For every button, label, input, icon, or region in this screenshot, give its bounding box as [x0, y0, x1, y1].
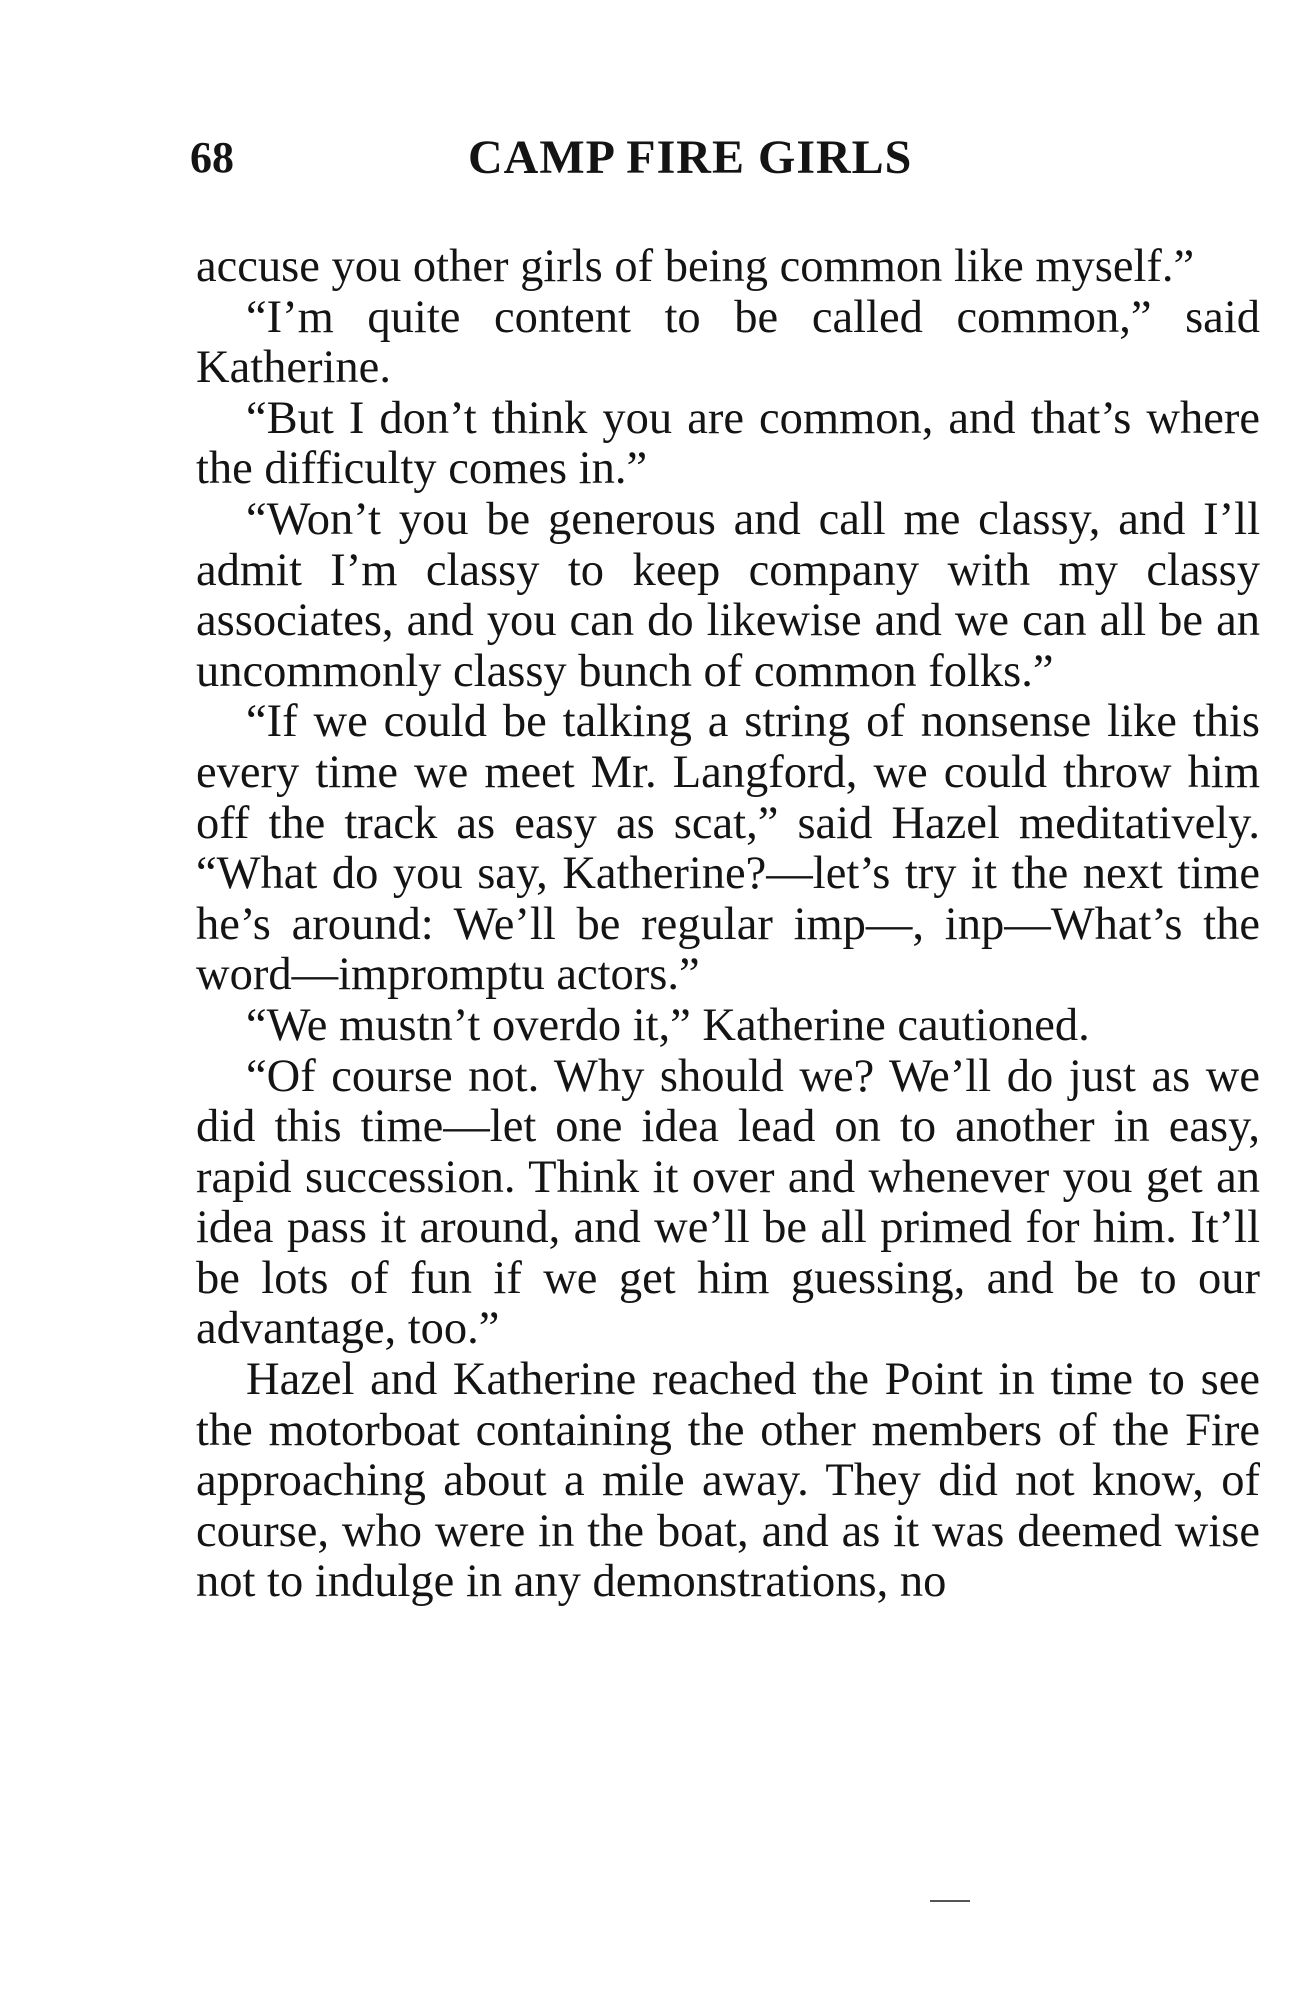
footer-mark	[930, 1900, 970, 1902]
body-text	[196, 242, 1260, 1608]
paragraph: “But I don’t think you are common, and that’s where the difficulty comes in.”	[196, 392, 1260, 495]
paragraph: “Won’t you be generous and call me classy, and I’ll admit I’m classy to keep company with my classy associates, and you can do likewise and we can all be an uncommonly classy bunch of common folks.”	[196, 493, 1260, 697]
paragraph: “I’m quite content to be called common,” said Katherine.	[196, 291, 1260, 394]
page-number: 68	[190, 133, 234, 182]
running-head: CAMP FIRE GIRLS	[468, 131, 913, 184]
paragraph: accuse you other girls of being common like myself.”	[196, 241, 1195, 292]
paragraph: Hazel and Katherine reached the Point in time to see the motorboat containing the other members of the Fire approaching about a mile away. They did not know, of course, who were in the boat, and as it was deemed wise not to indulge in any demonstrations, no	[196, 1354, 1260, 1608]
page-header	[190, 128, 1260, 188]
paragraph: “Of course not. Why should we? We’ll do just as we did this time—let one idea lead on to another in easy, rapid succession. Think it over and whenever you get an idea pass it around, and we’ll be all primed for him. It’ll be lots of fun if we get him guessing, and be to our advantage, too.”	[196, 1050, 1260, 1355]
paragraph: “If we could be talking a string of nonsense like this every time we meet Mr. Langford, we could throw him off the track as easy as scat,” said Hazel meditatively. “What do you say, Katherine?—let’s try it the next time he’s around: We’ll be regular imp—, inp—What’s the word—impromptu actors.”	[196, 696, 1260, 1001]
paragraph: “We mustn’t overdo it,” Katherine cautioned.	[246, 999, 1090, 1051]
